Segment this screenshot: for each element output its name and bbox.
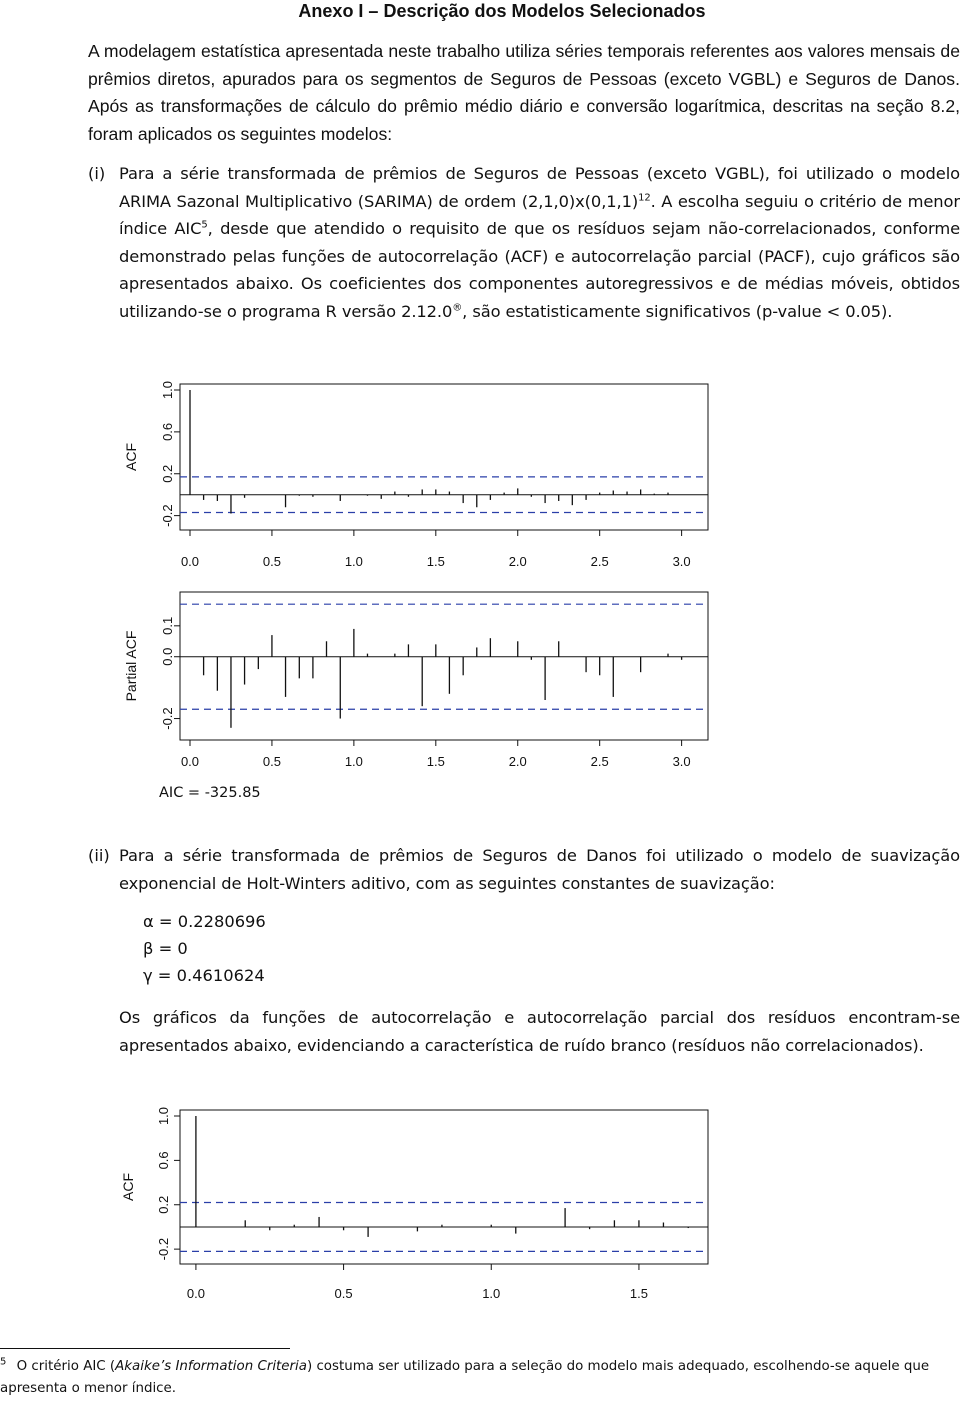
y-tick-label: 0.2 bbox=[160, 464, 175, 483]
residuals-paragraph: Os gráficos da funções de autocorrelação e autocorrelação parcial dos resíduos encontram-se apresentados abaixo, evidenciando a característica de ruído branco (resíduos não correlacionados). bbox=[119, 1008, 960, 1055]
y-tick-label: 0.1 bbox=[160, 616, 175, 635]
x-tick-label: 0.5 bbox=[334, 1286, 353, 1301]
y-tick-label: 0.0 bbox=[160, 647, 175, 666]
y-tick-label: -0.2 bbox=[160, 707, 175, 730]
x-tick-label: 1.0 bbox=[482, 1286, 501, 1301]
footnote-number: 5 bbox=[0, 1356, 7, 1368]
x-tick-label: 0.5 bbox=[262, 754, 281, 769]
plot-frame bbox=[180, 1110, 708, 1264]
y-tick-label: 1.0 bbox=[156, 1106, 171, 1126]
item-ii-number: (ii) bbox=[88, 846, 110, 865]
x-tick-label: 0.0 bbox=[180, 554, 200, 569]
x-tick-label: 3.0 bbox=[672, 754, 691, 769]
footnote-text-italic: Akaike’s Information Criteria bbox=[115, 1359, 307, 1374]
x-tick-label: 1.5 bbox=[426, 754, 445, 769]
plot-frame bbox=[180, 592, 708, 740]
annex-heading: Anexo I – Descrição dos Modelos Selecionados bbox=[298, 1, 706, 21]
item-i-text-d: , são estatisticamente significativos (p-value < 0.05). bbox=[462, 301, 893, 321]
intro-paragraph: A modelagem estatística apresentada neste trabalho utiliza séries temporais referentes aos valores mensais de prêmios diretos, apurados para os segmentos de Seguros de Pessoas (exceto VGBL) e Seguros de Danos. Após as transformações de cálculo do prêmio médio diário e conversão logarítmica, descritas na seção 8.2, foram aplicados os seguintes modelos: bbox=[88, 41, 960, 144]
footnote-text-pre: O critério AIC ( bbox=[16, 1359, 116, 1374]
x-tick-label: 1.5 bbox=[426, 554, 445, 569]
item-i-text-a: Para a série transformada de prêmios de Seguros de Pessoas (exceto VGBL), foi utilizado o modelo ARIMA Sazonal Multiplicativo (SARIMA) de ordem (2,1,0)x(0,1,1) bbox=[119, 164, 960, 211]
x-tick-label: 1.5 bbox=[629, 1286, 648, 1301]
y-axis-label: ACF bbox=[123, 443, 139, 471]
footnote bbox=[0, 1356, 960, 1400]
footnote-rule bbox=[0, 1348, 290, 1349]
alpha-constant: α = 0.2280696 bbox=[143, 912, 266, 931]
plot-frame bbox=[180, 384, 708, 530]
x-tick-label: 2.0 bbox=[508, 754, 527, 769]
item-i-paragraph bbox=[119, 160, 960, 325]
x-tick-label: 0.0 bbox=[180, 754, 200, 769]
x-tick-label: 0.5 bbox=[262, 554, 281, 569]
gamma-constant: γ = 0.4610624 bbox=[143, 966, 265, 985]
y-tick-label: 0.6 bbox=[156, 1151, 171, 1170]
x-tick-label: 2.5 bbox=[590, 554, 609, 569]
item-i-text-c: , desde que atendido o requisito de que os resíduos sejam não-correlacionados, conforme demonstrado pelas funções de autocorrelação (ACF) e autocorrelação parcial (PACF), cujo gráficos são apresentados abaixo. Os coeficientes dos componentes autoregressivos e de médias móveis, obtidos utilizando-se o programa R versão 2.12.0 bbox=[119, 219, 960, 321]
item-i-text-b: . A escolha seguiu o critério de menor índice AIC bbox=[119, 191, 960, 238]
x-tick-label: 0.0 bbox=[186, 1286, 205, 1301]
x-tick-label: 1.0 bbox=[344, 554, 363, 569]
footnote-text-post: ) costuma ser utilizado para a seleção do modelo mais adequado, escolhendo-se aquele que apresenta o menor índice. bbox=[0, 1359, 930, 1396]
registered-mark: ® bbox=[452, 302, 463, 314]
y-tick-label: -0.2 bbox=[156, 1237, 171, 1261]
y-tick-label: 0.6 bbox=[160, 422, 175, 441]
item-i-sup-12: 12 bbox=[638, 192, 651, 204]
x-tick-label: 2.0 bbox=[508, 554, 527, 569]
y-tick-label: -0.2 bbox=[160, 504, 175, 527]
y-tick-label: 1.0 bbox=[160, 380, 175, 400]
y-axis-label: Partial ACF bbox=[123, 630, 139, 702]
footnote-ref-5: 5 bbox=[201, 219, 208, 231]
y-axis-label: ACF bbox=[120, 1173, 136, 1201]
x-tick-label: 2.5 bbox=[590, 754, 609, 769]
item-i-number: (i) bbox=[88, 164, 106, 183]
beta-constant: β = 0 bbox=[143, 939, 188, 958]
x-tick-label: 3.0 bbox=[672, 554, 691, 569]
aic-value: AIC = -325.85 bbox=[159, 785, 261, 801]
item-ii-paragraph: Para a série transformada de prêmios de Seguros de Danos foi utilizado o modelo de suavização exponencial de Holt-Winters aditivo, com as seguintes constantes de suavização: bbox=[119, 846, 960, 893]
y-tick-label: 0.2 bbox=[156, 1195, 171, 1214]
x-tick-label: 1.0 bbox=[344, 754, 363, 769]
